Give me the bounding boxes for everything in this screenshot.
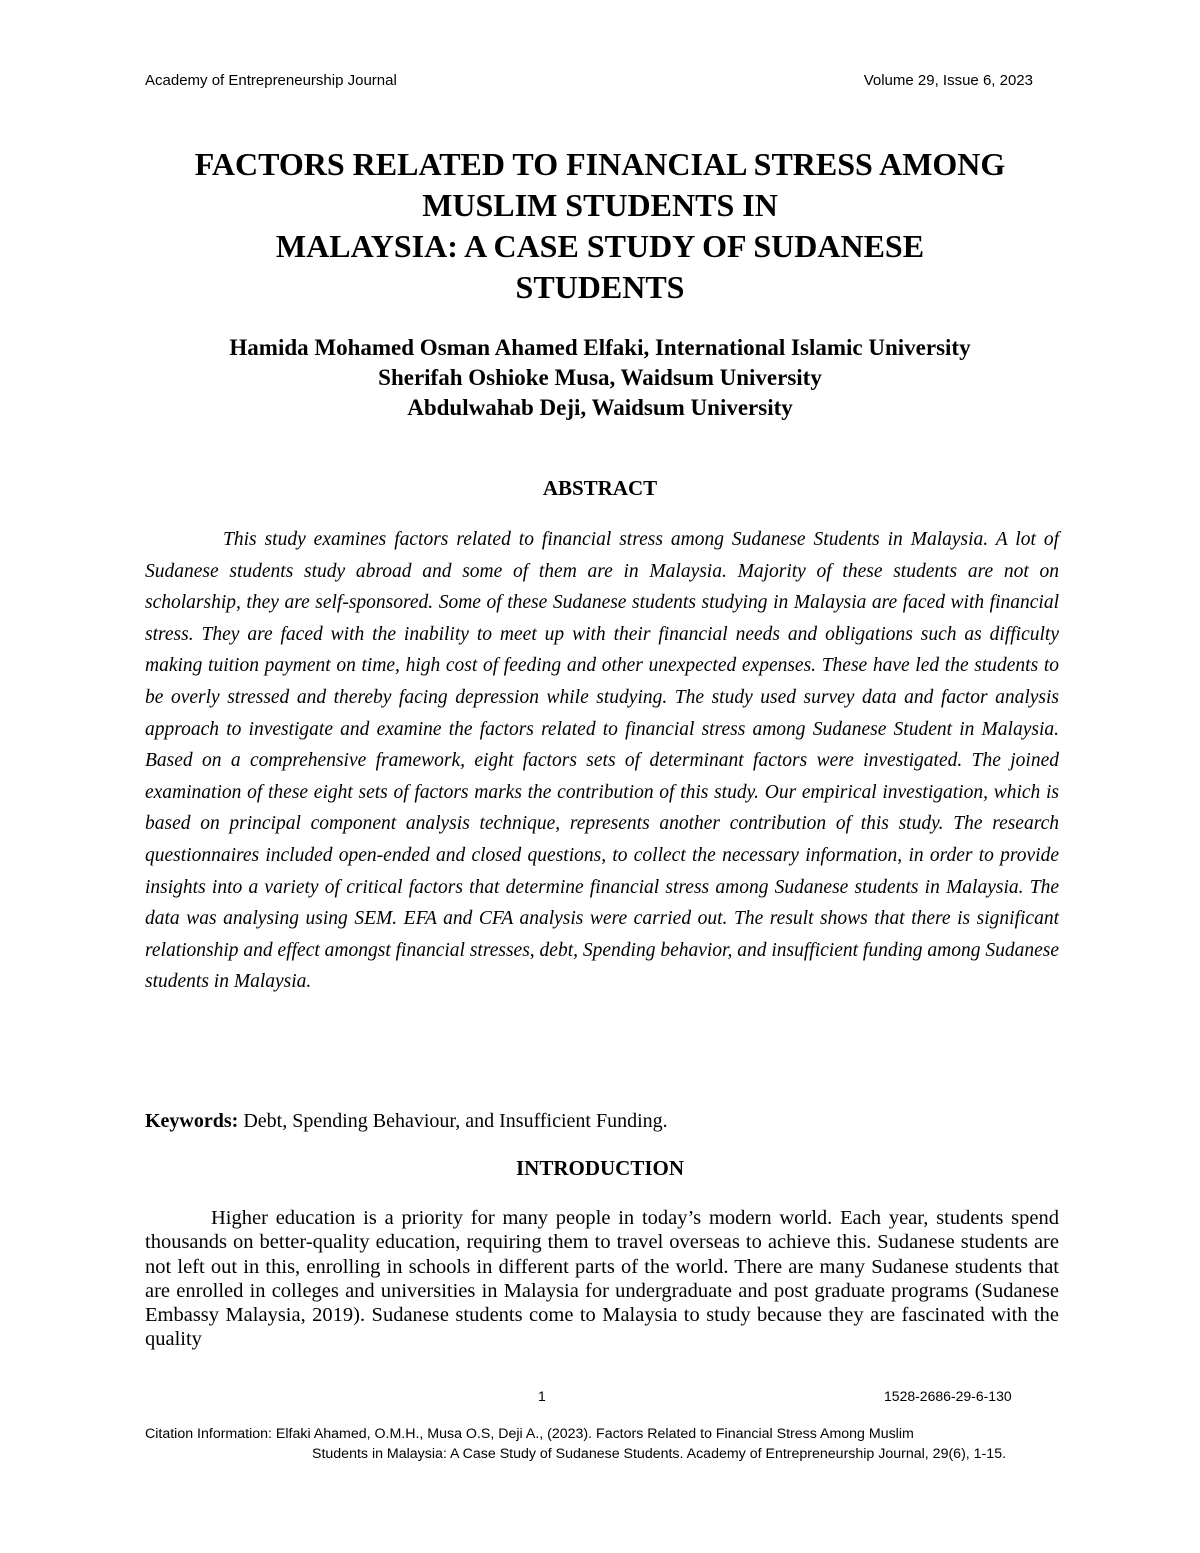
running-header-journal: Academy of Entrepreneurship Journal: [145, 72, 397, 89]
title-line: MUSLIM STUDENTS IN: [422, 187, 778, 223]
abstract-heading: ABSTRACT: [542, 476, 658, 500]
author-list: [100, 333, 1100, 423]
author-line: Abdulwahab Deji, Waidsum University: [407, 395, 793, 420]
citation-information: [145, 1424, 1059, 1464]
citation-text: Elfaki Ahamed, O.M.H., Musa O.S, Deji A., (2023). Factors Related to Financial Stress Among Muslim: [271, 1426, 914, 1442]
issn-code: 1528-2686-29-6-130: [884, 1388, 1012, 1404]
running-header-volume: Volume 29, Issue 6, 2023: [863, 72, 1033, 89]
keywords-label: Keywords:: [145, 1110, 239, 1132]
title-line: FACTORS RELATED TO FINANCIAL STRESS AMONG: [194, 146, 1006, 182]
introduction-heading: INTRODUCTION: [515, 1156, 685, 1180]
abstract-text: This study examines factors related to financial stress among Sudanese Students in Malaysia. A lot of Sudanese students study abroad and some of them are in Malaysia. Majority of these students are not on scholarship, they are self-sponsored. Some of these Sudanese students studying in Malaysia are faced with financial stress. They are faced with the inability to meet up with their financial needs and obligations such as difficulty making tuition payment on time, high cost of feeding and other unexpected expenses. These have led the students to be overly stressed and thereby facing depression while studying. The study used survey data and factor analysis approach to investigate and examine the factors related to financial stress among Sudanese Student in Malaysia. Based on a comprehensive framework, eight factors sets of determinant factors were investigated. The joined examination of these eight sets of factors marks the contribution of this study. Our empirical investigation, which is based on principal component analysis technique, represents another contribution of this study. The research questionnaires included open-ended and closed questions, to collect the necessary information, in order to provide insights into a variety of critical factors that determine financial stress among Sudanese students in Malaysia. The data was analysing using SEM. EFA and CFA analysis were carried out. The result shows that there is significant relationship and effect amongst financial stresses, debt, Spending behavior, and insufficient funding among Sudanese students in Malaysia.: [145, 529, 1059, 993]
author-line: Sherifah Oshioke Musa, Waidsum University: [378, 365, 822, 390]
title-line: STUDENTS: [515, 269, 685, 305]
keywords: [145, 1107, 1059, 1135]
keywords-text: Debt, Spending Behaviour, and Insufficient Funding.: [238, 1110, 668, 1132]
citation-continuation: Students in Malaysia: A Case Study of Sudanese Students. Academy of Entrepreneurship Journal, 29(6), 1-15.: [312, 1446, 1007, 1462]
paper-title: [100, 144, 1100, 308]
page-number: 1: [538, 1388, 546, 1404]
title-line: MALAYSIA: A CASE STUDY OF SUDANESE: [275, 228, 925, 264]
citation-label: Citation Information:: [145, 1426, 272, 1442]
author-line: Hamida Mohamed Osman Ahamed Elfaki, International Islamic University: [229, 335, 971, 360]
introduction-text: Higher education is a priority for many people in today’s modern world. Each year, students spend thousands on better-quality education, requiring them to travel overseas to achieve this. Sudanese students are not left out in this, enrolling in schools in different parts of the world. There are many Sudanese students that are enrolled in colleges and universities in Malaysia for undergraduate and post graduate programs (Sudanese Embassy Malaysia, 2019). Sudanese students come to Malaysia to study because they are fascinated with the quality: [145, 1207, 1059, 1351]
